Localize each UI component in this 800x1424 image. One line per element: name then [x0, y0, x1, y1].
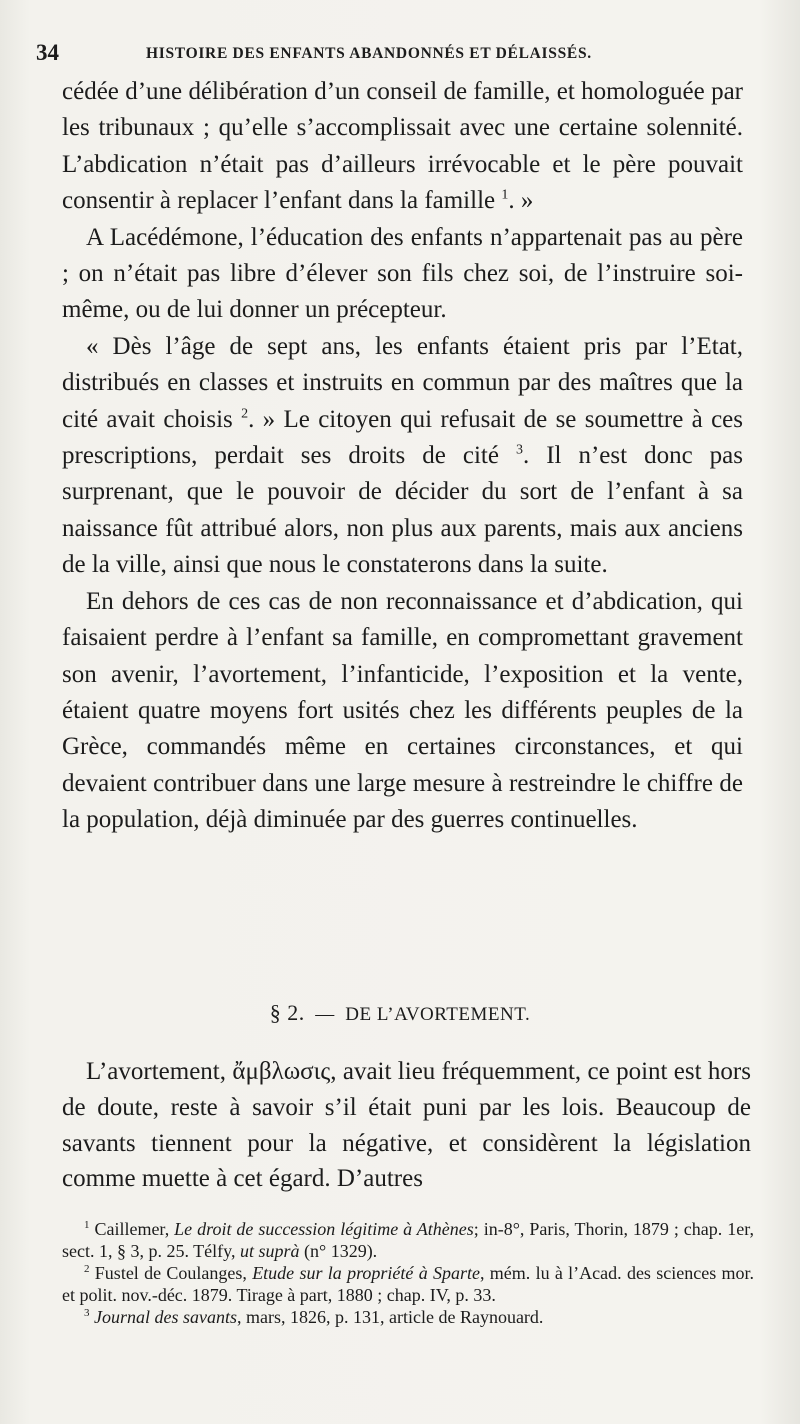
- footnote-mark: 2: [84, 1263, 90, 1275]
- footnote-ref: 1: [501, 187, 509, 203]
- main-text: [62, 74, 743, 839]
- section-title: DE L’AVORTEMENT.: [345, 1004, 531, 1025]
- footnote-3: [62, 1306, 754, 1328]
- footnote-mark: 1: [84, 1219, 90, 1231]
- footnote-mark: 3: [84, 1307, 90, 1319]
- footnotes: [62, 1218, 754, 1328]
- paragraph-text: « Dès l’âge de sept ans, les enfants étaient pris par l’Etat, distribués en classes et instruits en commun par des maîtres que la cité avait choisis: [62, 332, 743, 433]
- paragraph-3: [62, 329, 743, 584]
- section-text: [62, 1054, 751, 1197]
- footnote-author: Caillemer,: [94, 1219, 175, 1239]
- footnote-title: Le droit de succession légitime à Athènes: [174, 1219, 474, 1239]
- footnote-title: Journal des savants: [94, 1307, 237, 1327]
- paragraph-text: . » Le citoyen qui refusait de se soumettre à ces prescriptions, perdait ses droits de cité: [62, 405, 743, 470]
- footnote-text: (n° 1329).: [299, 1241, 378, 1261]
- footnote-title: Etude sur la propriété à Sparte: [252, 1263, 480, 1283]
- footnote-1: [62, 1218, 754, 1262]
- footnote-italic: ut suprà: [239, 1241, 300, 1261]
- paragraph-4: En dehors de ces cas de non reconnaissance et d’abdication, qui faisaient perdre à l’enfant sa famille, en compromettant gravement son avenir, l’avortement, l’infanticide, l’exposition et la vente, étaient quatre moyens fort usités chez les différents peuples de la Grèce, commandés même en certaines circonstances, et qui devaient contribuer dans une large mesure à restreindre le chiffre de la population, déjà diminuée par des guerres continuelles.: [62, 587, 743, 834]
- footnote-ref: 3: [515, 442, 523, 458]
- page-number: 34: [36, 40, 59, 65]
- paragraph-text: . Il n’est donc pas surprenant, que le pouvoir de décider du sort de l’enfant à sa naissance fût attribué alors, non plus aux parents, mais aux anciens de la ville, ainsi que nous le constaterons dans la suite.: [62, 442, 743, 579]
- paragraph-1: [62, 74, 743, 220]
- footnote-text: ; in-8°, Paris, Thorin, 1879 ; chap. 1er, sect. 1, § 3, p. 25. Télfy,: [62, 1219, 754, 1261]
- paragraph-text: L’avortement,: [86, 1058, 233, 1085]
- paragraph-text: . »: [508, 187, 534, 215]
- page-header: [36, 40, 760, 70]
- paragraph-2: A Lacédémone, l’éducation des enfants n’appartenait pas au père ; on n’était pas libre d’élever son fils chez soi, de l’instruire soi-même, ou de lui donner un précepteur.: [62, 223, 743, 324]
- section-heading: [0, 1000, 800, 1026]
- section-number: § 2.: [269, 1000, 305, 1025]
- footnote-text: , mars, 1826, p. 131, article de Raynouard.: [237, 1307, 544, 1327]
- footnote-author: Fustel de Coulanges,: [94, 1263, 253, 1283]
- greek-term: ἄμβλωσις: [232, 1058, 331, 1085]
- paragraph-text: cédée d’une délibération d’un conseil de famille, et homologuée par les tribunaux ; qu’elle s’accomplissait avec une certaine solennité. L’abdication n’était pas d’ailleurs irrévocable et le père pouvait consentir à replacer l’enfant dans la famille: [62, 78, 743, 215]
- footnote-2: [62, 1262, 754, 1306]
- section-dash: —: [315, 1004, 335, 1025]
- section-paragraph: [62, 1054, 751, 1197]
- paragraph-text: , avait lieu fréquemment, ce point est hors de doute, reste à savoir s’il était puni par les lois. Beaucoup de savants tiennent pour la négative, et considèrent la législation comme muette à cet égard. D’autres: [62, 1058, 751, 1193]
- running-title: HISTOIRE DES ENFANTS ABANDONNÉS ET DÉLAISSÉS.: [146, 45, 592, 62]
- footnote-text: , mém. lu à l’Acad. des sciences mor. et polit. nov.-déc. 1879. Tirage à part, 1880 ; chap. IV, p. 33.: [62, 1263, 754, 1305]
- footnote-ref: 2: [241, 406, 249, 422]
